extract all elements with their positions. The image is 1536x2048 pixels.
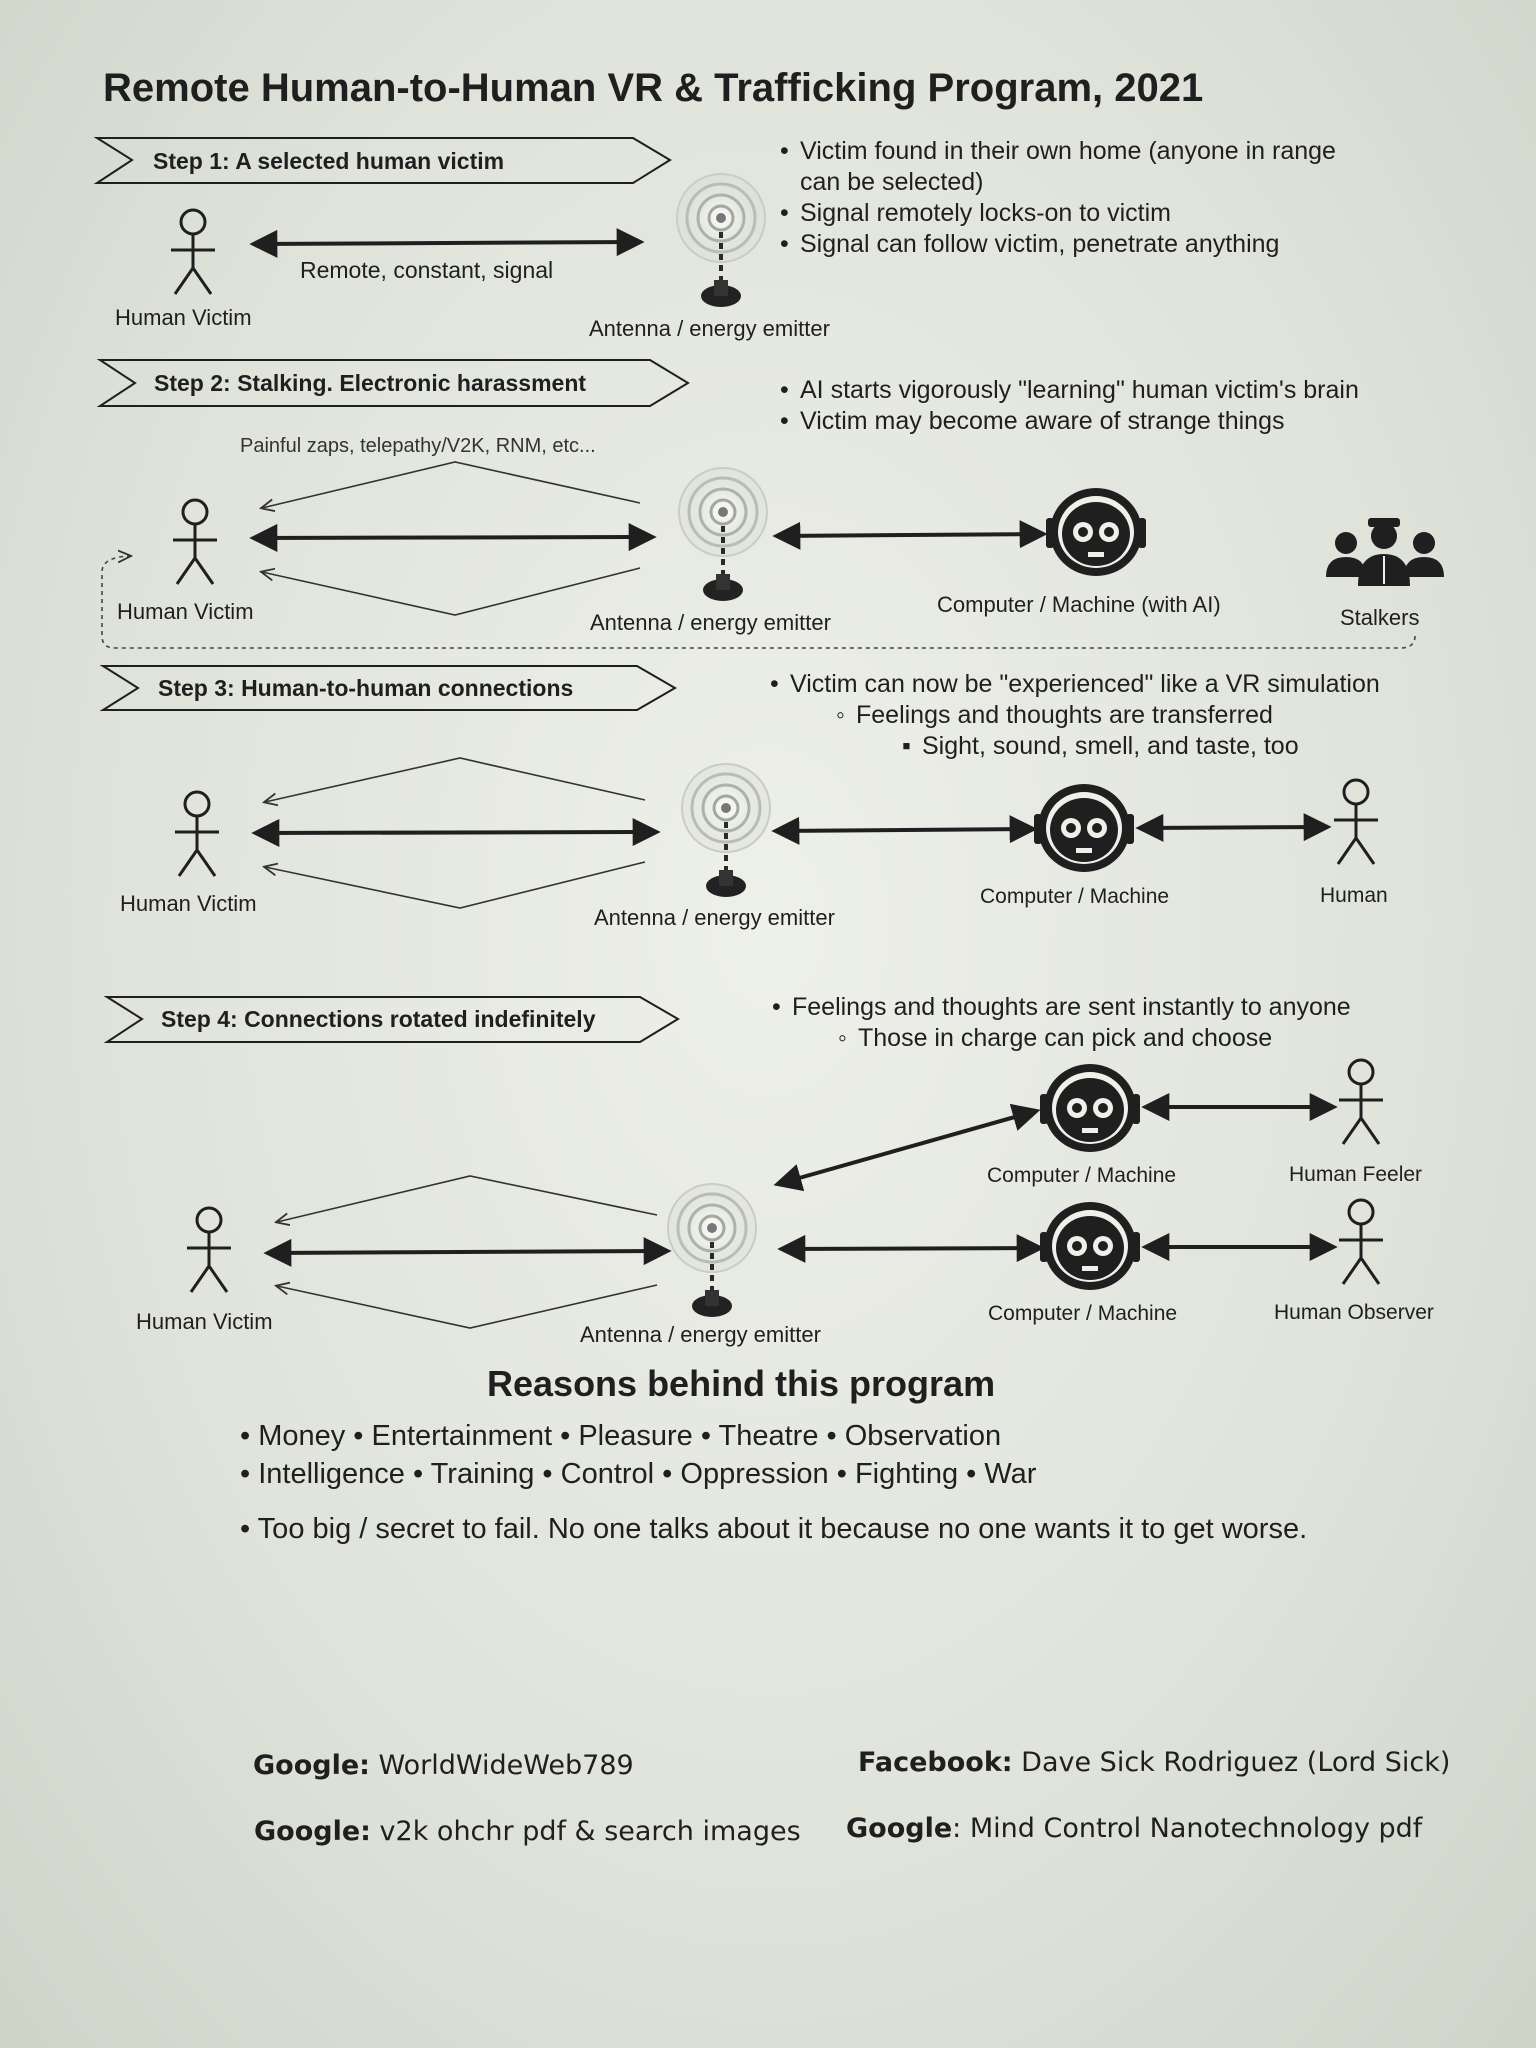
step2-victim-icon <box>173 500 217 584</box>
step3-victim-label: Human Victim <box>120 891 257 916</box>
footer-google-3-key: Google <box>846 1813 953 1844</box>
step1-victim-label: Human Victim <box>115 305 252 330</box>
step3-main-arrow <box>256 832 656 833</box>
step2-bullet-1: AI starts vigorously "learning" human victim's brain <box>800 376 1359 404</box>
step4-antenna-icon <box>668 1184 756 1317</box>
step4-label: Step 4: Connections rotated indefinitely <box>161 1006 596 1032</box>
footer-google-1-value: WorldWideWeb789 <box>378 1750 634 1781</box>
step4-bullet-2: Those in charge can pick and choose <box>858 1024 1273 1052</box>
step1-signal-arrow <box>254 242 640 244</box>
step2-computer-label: Computer / Machine (with AI) <box>937 592 1221 617</box>
footer-google-2-value: v2k ohchr pdf & search images <box>379 1816 801 1847</box>
step3-antenna-icon <box>682 764 770 897</box>
step4-feeler-icon <box>1339 1060 1383 1144</box>
footer-facebook-value: Dave Sick Rodriguez (Lord Sick) <box>1021 1747 1451 1778</box>
step4-victim-label: Human Victim <box>136 1309 273 1334</box>
step1-bullet-1: Victim found in their own home (anyone in range <box>800 137 1336 165</box>
footer-google-3 <box>846 1813 1422 1844</box>
step1-bullet-2: Signal remotely locks-on to victim <box>800 199 1171 227</box>
step3-antenna-label: Antenna / energy emitter <box>594 905 835 930</box>
step3-arrow-top <box>265 758 645 802</box>
step4-antenna-label: Antenna / energy emitter <box>580 1322 821 1347</box>
step1-victim-icon <box>171 210 215 294</box>
step1-antenna-label: Antenna / energy emitter <box>589 316 830 341</box>
footer-google-3-value: : Mind Control Nanotechnology pdf <box>952 1813 1423 1844</box>
step4-victim-icon <box>187 1208 231 1292</box>
step2-zap-arrow-bottom <box>262 568 640 615</box>
step4-bullet-1: Feelings and thoughts are sent instantly to anyone <box>792 993 1351 1021</box>
reasons-line-1: • Money • Entertainment • Pleasure • Theatre • Observation <box>240 1420 1002 1452</box>
footer-facebook-key: Facebook: <box>858 1747 1013 1778</box>
step2-ai-arrow <box>777 534 1043 536</box>
step4-observer-icon <box>1339 1200 1383 1284</box>
step3-computer-label: Computer / Machine <box>980 885 1170 908</box>
step3-human-icon <box>1334 780 1378 864</box>
step3-human-arrow <box>1140 827 1327 828</box>
reasons-heading: Reasons behind this program <box>487 1363 996 1404</box>
step3-ai-arrow <box>776 829 1033 831</box>
step3-bullet-2: Feelings and thoughts are transferred <box>856 701 1273 729</box>
step4-bullets: • Feelings and thoughts are sent instantly to anyone ◦ Those in charge can pick and choose <box>772 993 1351 1052</box>
step1-signal-label: Remote, constant, signal <box>300 257 554 283</box>
page-title: Remote Human-to-Human VR & Trafficking Program, 2021 <box>103 66 1204 110</box>
reasons-line-3: • Too big / secret to fail. No one talks about it because no one wants it to get worse. <box>240 1513 1308 1545</box>
step4-computer1-label: Computer / Machine <box>987 1164 1177 1187</box>
step1-label: Step 1: A selected human victim <box>153 148 505 174</box>
step4-feeler-label: Human Feeler <box>1289 1163 1423 1186</box>
step4-computer2-label: Computer / Machine <box>988 1302 1178 1325</box>
stalkers-icon <box>1326 518 1444 586</box>
footer-google-2-key: Google: <box>254 1816 371 1847</box>
footer-google-2 <box>254 1816 801 1847</box>
step2-bullets: • AI starts vigorously "learning" human victim's brain • Victim may become aware of strange things <box>780 376 1359 435</box>
reasons-line-2: • Intelligence • Training • Control • Oppression • Fighting • War <box>240 1458 1037 1490</box>
step3-human-label: Human <box>1320 884 1388 907</box>
step1-antenna-icon <box>677 174 765 307</box>
step4-robot1-icon <box>1040 1064 1140 1152</box>
step4-arrow-top <box>277 1176 657 1222</box>
step2-zaps-label: Painful zaps, telepathy/V2K, RNM, etc... <box>240 435 596 457</box>
step3-robot-icon <box>1034 784 1134 872</box>
step4-robot2-icon <box>1040 1202 1140 1290</box>
step2-robot-icon <box>1046 488 1146 576</box>
step1-bullet-3: Signal can follow victim, penetrate anything <box>800 230 1280 258</box>
step3-bullets: • Victim can now be "experienced" like a VR simulation ◦ Feelings and thoughts are transferred ▪ Sight, sound, smell, and taste, too <box>770 670 1380 760</box>
step3-bullet-3: Sight, sound, smell, and taste, too <box>922 732 1299 760</box>
footer-google-1 <box>253 1750 634 1781</box>
step4-ai2-arrow <box>782 1248 1040 1249</box>
step3-victim-icon <box>175 792 219 876</box>
step1-bullet-1-cont: can be selected) <box>800 168 984 196</box>
footer-google-1-key: Google: <box>253 1750 370 1781</box>
step2-antenna-label: Antenna / energy emitter <box>590 610 831 635</box>
step2-victim-label: Human Victim <box>117 599 254 624</box>
step3-arrow-bottom <box>265 862 645 908</box>
step3-bullet-1: Victim can now be "experienced" like a VR simulation <box>790 670 1380 698</box>
step4-observer-label: Human Observer <box>1274 1301 1434 1324</box>
step2-bullet-2: Victim may become aware of strange things <box>800 407 1285 435</box>
step1-bullets: • Victim found in their own home (anyone in range can be selected) • Signal remotely locks-on to victim • Signal can follow victim, penetrate anything <box>780 137 1336 258</box>
step2-antenna-icon <box>679 468 767 601</box>
footer-facebook <box>858 1747 1450 1778</box>
step2-zap-arrow-top <box>262 462 640 508</box>
step2-label: Step 2: Stalking. Electronic harassment <box>154 370 587 396</box>
step2-stalkers-label: Stalkers <box>1340 605 1420 630</box>
step2-main-arrow <box>254 537 652 538</box>
step4-main-arrow <box>268 1251 667 1253</box>
step3-label: Step 3: Human-to-human connections <box>158 675 574 701</box>
